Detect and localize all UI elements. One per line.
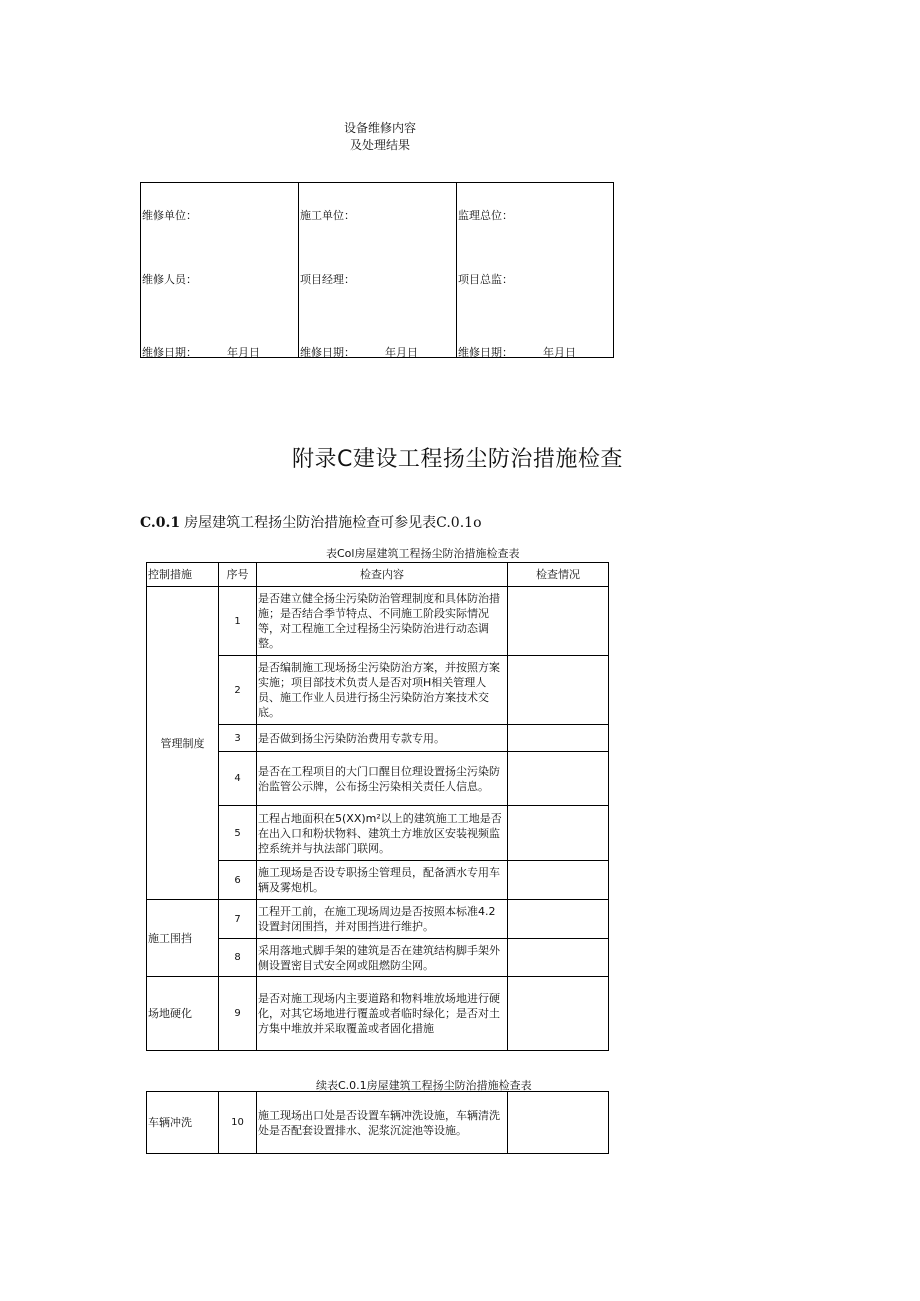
row-status-cell[interactable] <box>508 656 609 725</box>
chief-supervisor-label: 项目总监： <box>458 273 513 286</box>
row-number: 6 <box>219 861 257 900</box>
table1-caption: 表Col房屋建筑工程扬尘防治措施检查表 <box>326 547 520 560</box>
content-heading <box>300 120 460 154</box>
row-number: 1 <box>219 587 257 656</box>
appendix-title: 附录C建设工程扬尘防治措施检查 <box>292 447 623 472</box>
table-row <box>147 900 609 939</box>
row-number: 3 <box>219 725 257 752</box>
row-content: 工程占地面积在5(XX)m²以上的建筑施工工地是否在出入口和粉状物料、建筑土方堆放区安装视频监控系统并与执法部门联网。 <box>257 806 508 861</box>
table-row <box>147 587 609 656</box>
category-management-system: 管理制度 <box>147 587 219 900</box>
row-number: 7 <box>219 900 257 939</box>
table2-caption: 续表C.0.1房屋建筑工程扬尘防治措施检查表 <box>316 1079 532 1092</box>
construction-unit-label: 施工单位： <box>300 209 355 222</box>
row-content: 是否编制施工现场扬尘污染防治方案，并按照方案实施；项目部技术负责人是否对项H相关管理人员、施工作业人员进行扬尘污染防治方案技术交底。 <box>257 656 508 725</box>
signature-box <box>140 182 614 358</box>
row-content: 是否建立健全扬尘污染防治管理制度和具体防治措施；是否结合季节特点、不同施工阶段实际情况等，对工程施工全过程扬尘污染防治进行动态调整。 <box>257 587 508 656</box>
clause-paragraph <box>140 512 482 532</box>
row-number: 10 <box>219 1092 257 1154</box>
row-status-cell[interactable] <box>508 1092 609 1154</box>
category-vehicle-washing: 车辆冲洗 <box>147 1092 219 1154</box>
row-content: 工程开工前，在施工现场周边是否按照本标准4.2设置封闭围挡，并对围挡进行维护。 <box>257 900 508 939</box>
row-content: 是否对施工现场内主要道路和物料堆放场地进行硬化，对其它场地进行覆盖或者临时绿化；是否对土方集中堆放并采取覆盖或者固化措施 <box>257 977 508 1051</box>
header-control-measure: 控制措施 <box>147 563 219 587</box>
clause-number: C.0.1 <box>140 515 181 531</box>
row-number: 8 <box>219 939 257 977</box>
supervision-unit-label: 监理总位： <box>458 209 513 222</box>
supervision-date-label: 维修日期： <box>458 346 513 359</box>
maintenance-unit-label: 维修单位： <box>142 209 197 222</box>
supervision-date-suffix: 年月日 <box>543 346 576 359</box>
header-number: 序号 <box>219 563 257 587</box>
inspection-table <box>146 562 609 1051</box>
row-number: 4 <box>219 752 257 806</box>
table-row <box>147 1092 609 1154</box>
supervision-date-line <box>458 344 576 360</box>
maintenance-person-label: 维修人员： <box>142 273 197 286</box>
row-number: 2 <box>219 656 257 725</box>
row-content: 采用落地式脚手架的建筑是否在建筑结构脚手架外侧设置密目式安全网或阻燃防尘网。 <box>257 939 508 977</box>
construction-date-line <box>300 344 418 360</box>
row-number: 9 <box>219 977 257 1051</box>
row-content: 是否做到扬尘污染防治费用专款专用。 <box>257 725 508 752</box>
row-status-cell[interactable] <box>508 900 609 939</box>
content-heading-line2: 及处理结果 <box>349 138 410 152</box>
row-status-cell[interactable] <box>508 725 609 752</box>
row-number: 5 <box>219 806 257 861</box>
maintenance-date-suffix: 年月日 <box>227 346 260 359</box>
header-inspection-status: 检查情况 <box>508 563 609 587</box>
row-content: 施工现场出口处是否设置车辆冲洗设施，车辆清洗处是否配套设置排水、泥浆沉淀池等设施。 <box>257 1092 508 1154</box>
row-status-cell[interactable] <box>508 939 609 977</box>
signature-column-construction <box>298 183 457 357</box>
clause-text: 房屋建筑工程扬尘防治措施检查可参见表C.0.1o <box>184 515 482 531</box>
row-status-cell[interactable] <box>508 861 609 900</box>
table-row <box>147 977 609 1051</box>
row-content: 是否在工程项目的大门口醒目位理设置扬尘污染防治监管公示牌，公布扬尘污染相关责任人信息。 <box>257 752 508 806</box>
construction-date-suffix: 年月日 <box>385 346 418 359</box>
row-status-cell[interactable] <box>508 977 609 1051</box>
row-content: 施工现场是否设专职扬尘管理员，配备洒水专用车辆及雾炮机。 <box>257 861 508 900</box>
maintenance-date-label: 维修日期： <box>142 346 197 359</box>
project-manager-label: 项目经理： <box>300 273 355 286</box>
header-inspection-content: 检查内容 <box>257 563 508 587</box>
content-heading-line1: 设备维修内容 <box>343 121 416 135</box>
signature-column-maintenance <box>141 183 299 357</box>
signature-column-supervision <box>456 183 615 357</box>
table-header-row <box>147 563 609 587</box>
inspection-table-continued <box>146 1091 609 1154</box>
row-status-cell[interactable] <box>508 752 609 806</box>
row-status-cell[interactable] <box>508 806 609 861</box>
category-construction-hoarding: 施工围挡 <box>147 900 219 977</box>
maintenance-date-line <box>142 344 260 360</box>
construction-date-label: 维修日期： <box>300 346 355 359</box>
category-site-hardening: 场地硬化 <box>147 977 219 1051</box>
row-status-cell[interactable] <box>508 587 609 656</box>
